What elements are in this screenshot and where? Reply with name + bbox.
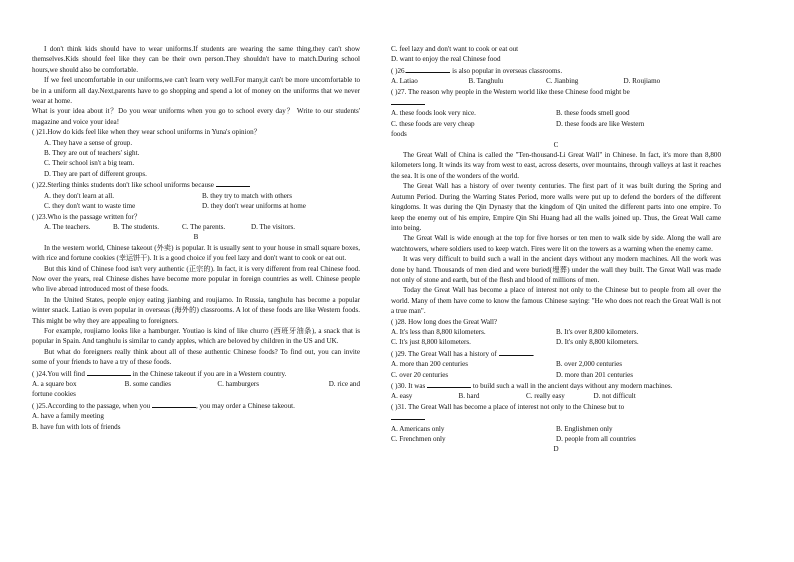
answer-blank[interactable] — [216, 179, 250, 187]
question-23: ( )23.Who is the passage written for？ — [32, 212, 141, 221]
option: A. Americans only — [391, 424, 445, 433]
option: A. they don't learn at all. — [44, 191, 115, 200]
option-row — [32, 191, 360, 201]
question-30 — [391, 380, 721, 391]
question-22-text: ( )22.Sterling thinks students don't like school uniforms because — [32, 181, 214, 190]
option-row — [32, 379, 360, 389]
option: D. It's only 8,800 kilometers. — [556, 338, 639, 347]
question-28: ( )28. How long does the Great Wall? — [391, 317, 498, 326]
passage-c-paragraph: The Great Wall has a history of over twenty centuries. The first part of it was built during the Spring and Autumn Period. During the Warring States Period, more walls were put up to defend the borders of the different kingdoms. It was during the Qin Dynasty that the kingdom of Qin united the different parts into one empire. To keep the enemy out of his empire, Empire Qin Shi Huang had all the walls joined up. Thus, the Great Wall came into being. — [391, 182, 721, 232]
option: D. not difficult — [593, 392, 636, 401]
option: C. feel lazy and don't want to cook or eat out — [391, 45, 519, 53]
option-row — [32, 222, 360, 232]
passage-a-paragraph: I don't think kids should have to wear uniforms.If students are wearing the same thing,they can't show themselves.Kids should feel like they can be their own person.They shouldn't have to match.During school hours,we should also be comfortable. — [32, 45, 360, 74]
question-29: ( )29. The Great Wall has a history of . — [391, 349, 535, 358]
question-26 — [391, 65, 721, 76]
option-row — [391, 327, 721, 337]
option: B. these foods smell good — [556, 109, 630, 118]
option: A. these foods look very nice. — [391, 109, 476, 118]
section-heading-b: B — [193, 233, 199, 242]
option: A. The teachers. — [44, 222, 91, 231]
option: A. have a family meeting — [32, 412, 104, 421]
option: D. people from all countries — [556, 435, 636, 444]
right-column — [391, 44, 721, 455]
option: D. They are part of different groups. — [44, 169, 147, 178]
question-29-text: ( )29. The Great Wall has a history of — [391, 349, 497, 358]
question-26-text: ( )26. — [391, 66, 407, 75]
option: B. some candies — [124, 380, 171, 388]
question-27: ( )27. The reason why people in the Western world like these Chinese food might be — [391, 87, 630, 96]
passage-b-paragraph: In the United States, people enjoy eating jianbing and roujiamo. In Russia, tanghulu has become a popular winter snack. Latiao is even popular in overseas (海外的) classrooms. A lot of these foods are like Western foods. This might be why they are appealing to foreigners. — [32, 295, 360, 325]
option: B. they try to match with others — [202, 191, 293, 200]
option: B. Tanghulu — [468, 77, 504, 86]
option-row — [391, 434, 721, 444]
option: C. hamburgers — [217, 380, 259, 388]
question-26-text: is also popular in overseas classrooms. — [452, 66, 563, 75]
option: C. It's just 8,800 kilometers. — [391, 338, 471, 347]
answer-blank[interactable] — [391, 97, 425, 105]
option-row — [32, 201, 360, 211]
option: D. Roujiamo — [623, 77, 661, 86]
section-heading-c: C — [553, 140, 559, 149]
passage-a-paragraph: If we feel uncomfortable in our uniforms,we can't learn very well.For many,it can't be more uncomfortable to be in a uniform all day.Next,parents have to go shopping and spend a lot of money on the uniforms that we never wear at home. — [32, 76, 360, 106]
question-24-text: ( )24.You will find — [32, 369, 85, 378]
question-24-text: in the Chinese takeout if you are in a Western country. — [132, 369, 287, 378]
question-30-text: to build such a wall in the ancient days without any modern machines. — [472, 382, 673, 390]
option: B. They are out of teachers' sight. — [44, 149, 140, 158]
option: C. The parents. — [182, 222, 226, 231]
option: C. over 20 centuries — [391, 370, 449, 379]
option-row — [391, 370, 721, 380]
question-25-text: ( )25.According to the passage, when you — [32, 401, 151, 410]
option-row — [391, 76, 721, 86]
passage-c-paragraph: It was very difficult to build such a wall in the ancient days without any modern machines. All the work was done by hand. Thousands of men died and were buried(埋葬) under the wall they built. The Great Wall was made not only of stone and earth, but of the flesh and blood of millions of men. — [391, 255, 721, 284]
option-continued: fortune cookies — [32, 390, 76, 399]
option: C. really easy — [526, 392, 565, 401]
answer-blank[interactable] — [499, 348, 533, 356]
answer-blank[interactable] — [152, 400, 196, 408]
answer-blank[interactable] — [391, 412, 425, 420]
answer-line — [391, 97, 721, 108]
question-31: ( )31. The Great Wall has become a place of interest not only to the Chinese but to — [391, 402, 625, 411]
passage-c-paragraph: The Great Wall is wide enough at the top for five horses or ten men to walk side by side. Along the wall are watchtowers, where soldiers used to keep watch. Fires were lit on the towers as a warning when the enemy came. — [391, 234, 721, 253]
question-22 — [32, 179, 360, 190]
option: D. these foods are like Western — [556, 119, 645, 128]
question-24 — [32, 368, 360, 379]
passage-b-paragraph: In the western world, Chinese takeout (外卖) is popular. It is usually sent to your house in small square boxes, with rice and fortune cookies (幸运饼干). It is a good choice if you feel lazy and don't want to cook or eat out. — [32, 243, 360, 263]
question-21: ( )21.How do kids feel like when they wear school uniforms in Yuna's opinion？ — [32, 128, 261, 137]
option: A. a square box — [32, 380, 77, 388]
passage-b-paragraph: For example, roujiamo looks like a hamburger. Youtiao is kind of like churro (西班牙油条), a snack that is popular in Spain. And tanghulu is similar to candy apples, which are beloved by children in the US and UK. — [32, 326, 360, 346]
option: D. rice and — [328, 380, 361, 388]
option: A. more than 200 centuries — [391, 360, 469, 369]
option: B. over 2,000 centuries — [556, 360, 622, 369]
option: D. they don't wear uniforms at home — [202, 202, 306, 211]
option: B. Englishmen only — [556, 424, 613, 433]
option: A. easy — [391, 392, 413, 401]
option: D. The visitors. — [251, 222, 296, 231]
option: B. It's over 8,800 kilometers. — [556, 327, 639, 336]
left-column — [32, 44, 360, 432]
question-30-text: ( )30. It was — [391, 382, 426, 390]
passage-a-paragraph: What is your idea about it？Do you wear uniforms when you go to school every day？ Write to our students' magazine and voice your idea! — [32, 107, 360, 126]
option: C. Their school isn't a big team. — [44, 159, 135, 168]
option: A. Latiao — [391, 77, 418, 86]
option: B. have fun with lots of friends — [32, 422, 121, 431]
question-25-text: , you may order a Chinese takeout. — [195, 401, 295, 410]
option: A. It's less than 8,800 kilometers. — [391, 327, 486, 336]
option-row — [391, 391, 721, 401]
option: C. these foods are very cheap — [391, 119, 475, 128]
option: D. more than 201 centuries — [556, 370, 634, 379]
answer-blank[interactable] — [427, 380, 471, 388]
answer-line — [391, 412, 721, 423]
option-row — [391, 424, 721, 434]
option: D. want to enjoy the real Chinese food — [391, 55, 501, 64]
passage-c-paragraph: The Great Wall of China is called the "Ten-thousand-Li Great Wall" in Chinese. In fact, it's more than 8,800 kilometers long. It winds its way from west to east, across deserts, over mountains, through valleys at last it reaches the sea. It is one of the wonders of the world. — [391, 151, 721, 180]
section-heading-d: D — [553, 445, 559, 454]
option: C. they don't want to waste time — [44, 202, 136, 211]
option: A. They have a sense of group. — [44, 138, 133, 147]
passage-b-paragraph: But what do foreigners really think about all of these authentic Chinese foods? To find out, you can invite some of your friends to have a try of these foods. — [32, 347, 360, 367]
option: B. hard — [458, 392, 480, 401]
option: C. Jianbing — [546, 77, 579, 86]
option-row — [391, 359, 721, 369]
question-25 — [32, 400, 360, 411]
option: B. The students. — [113, 222, 159, 231]
option-row — [391, 108, 721, 118]
option-row — [391, 119, 721, 129]
answer-blank[interactable] — [87, 368, 131, 376]
option-continued: foods — [391, 130, 407, 139]
option-row — [391, 337, 721, 347]
answer-blank[interactable] — [406, 65, 450, 73]
passage-c-paragraph: Today the Great Wall has become a place of interest not only to the Chinese but to people from all over the world. Many of them have come to know the famous Chinese saying: "He who does not reach the Great Wall is not a true man". — [391, 286, 721, 316]
passage-b-paragraph: But this kind of Chinese food isn't very authentic (正宗的). In fact, it is very different from real Chinese food. Now over the years, real Chinese dishes have become more popular in foreign countries as well. Chinese people who live abroad introduced most of these foods. — [32, 264, 360, 294]
option: C. Frenchmen only — [391, 435, 446, 444]
